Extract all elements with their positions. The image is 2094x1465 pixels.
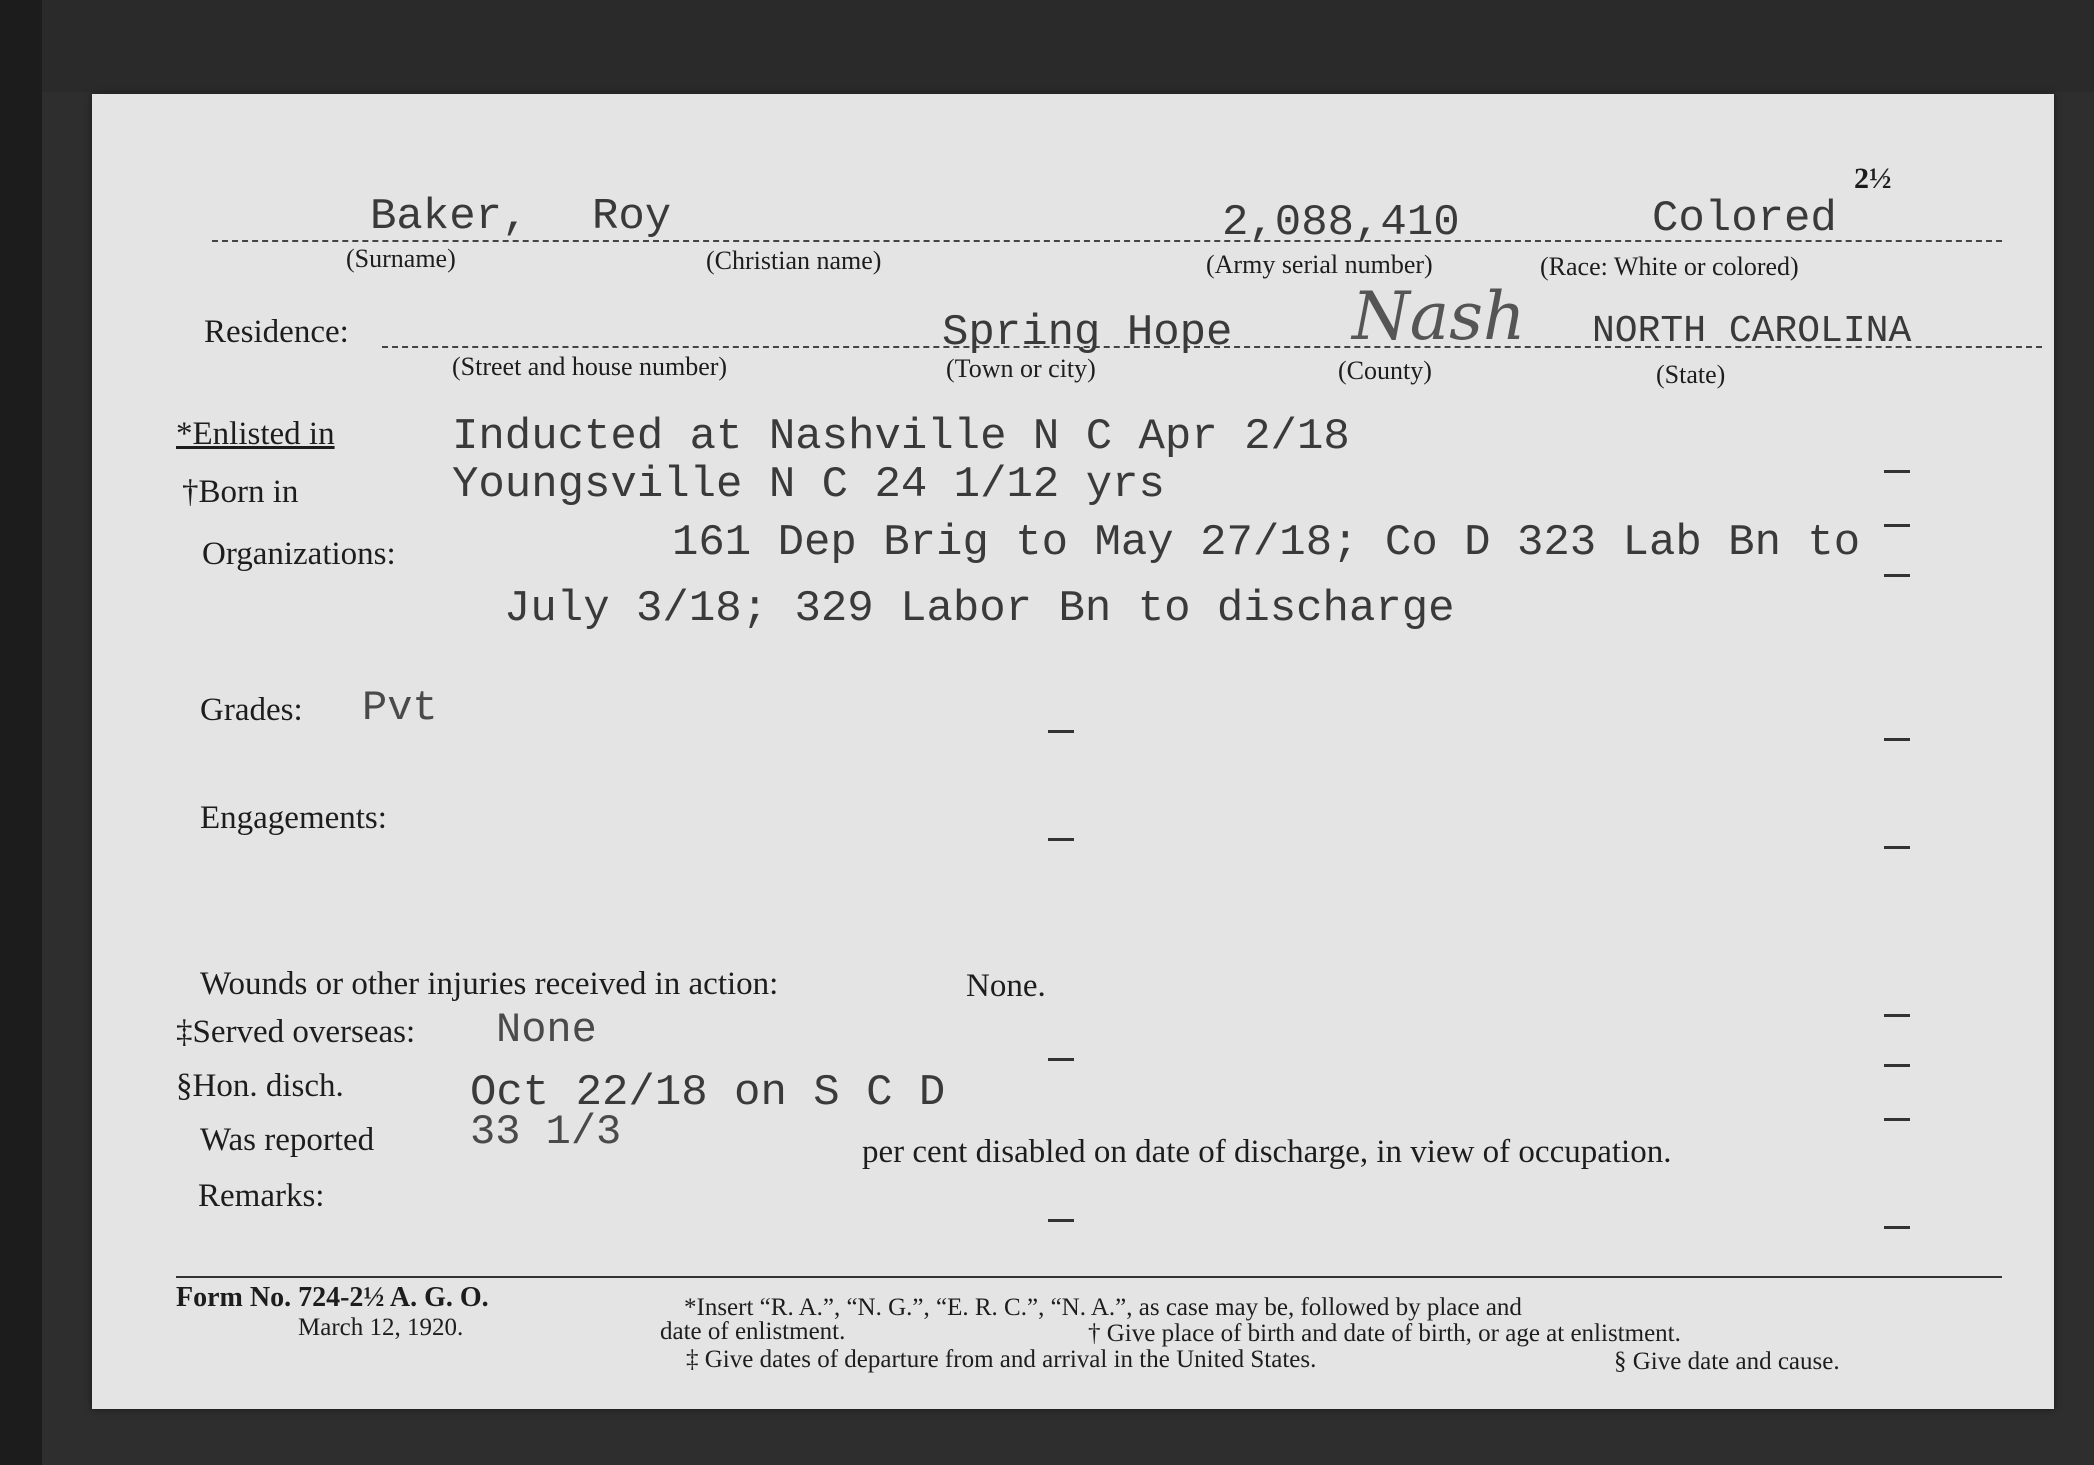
organizations-line-1: 161 Dep Brig to May 27/18; Co D 323 Lab Bn to	[672, 518, 1861, 568]
county-caption: (County)	[1338, 356, 1432, 385]
town-value: Spring Hope	[942, 308, 1233, 358]
race-caption: (Race: White or colored)	[1540, 252, 1799, 281]
footnote-born: † Give place of birth and date of birth, or age at enlistment.	[1088, 1320, 1681, 1347]
born-value: Youngsville N C 24 1/12 yrs	[452, 460, 1165, 510]
margin-mark	[1048, 730, 1074, 733]
christian-name-value: Roy	[592, 192, 672, 242]
serial-number-caption: (Army serial number)	[1206, 250, 1433, 279]
residence-label: Residence:	[204, 314, 349, 350]
scanner-background-left	[0, 0, 42, 1465]
margin-mark	[1884, 846, 1910, 849]
wounds-value: None.	[966, 968, 1046, 1004]
margin-mark	[1884, 574, 1910, 577]
engagements-label: Engagements:	[200, 800, 387, 836]
remarks-label: Remarks:	[198, 1178, 325, 1214]
race-value: Colored	[1652, 194, 1837, 244]
enlisted-value: Inducted at Nashville N C Apr 2/18	[452, 412, 1350, 462]
hon-disch-label: §Hon. disch.	[176, 1068, 344, 1104]
state-caption: (State)	[1656, 360, 1726, 389]
corner-number: 2½	[1854, 162, 1892, 195]
margin-mark	[1884, 738, 1910, 741]
footnote-insert-line-2: date of enlistment.	[660, 1318, 846, 1345]
christian-name-caption: (Christian name)	[706, 246, 882, 275]
service-record-card	[92, 94, 2054, 1409]
margin-mark	[1048, 838, 1074, 841]
margin-mark	[1884, 1226, 1910, 1229]
form-number: Form No. 724-2½ A. G. O.	[176, 1282, 489, 1313]
margin-mark	[1884, 1118, 1910, 1121]
margin-mark	[1884, 1014, 1910, 1017]
disability-statement: per cent disabled on date of discharge, in view of occupation.	[862, 1134, 1672, 1170]
born-label: †Born in	[182, 474, 299, 510]
margin-mark	[1884, 524, 1910, 527]
scanner-background-top	[0, 0, 2094, 92]
organizations-line-2: July 3/18; 329 Labor Bn to discharge	[504, 584, 1455, 634]
form-date: March 12, 1920.	[298, 1314, 464, 1341]
grades-value: Pvt	[362, 684, 438, 732]
footnote-insert-line-1: *Insert “R. A.”, “N. G.”, “E. R. C.”, “N. A.”, as case may be, followed by place and	[684, 1294, 1522, 1321]
served-overseas-value: None	[496, 1006, 597, 1054]
margin-mark	[1048, 1058, 1074, 1061]
serial-number-value: 2,088,410	[1222, 198, 1460, 248]
margin-mark	[1048, 1219, 1074, 1222]
served-overseas-label: ‡Served overseas:	[176, 1014, 416, 1050]
grades-label: Grades:	[200, 692, 303, 728]
was-reported-label: Was reported	[200, 1122, 375, 1158]
was-reported-value: 33 1/3	[470, 1108, 622, 1156]
margin-mark	[1884, 470, 1910, 473]
town-caption: (Town or city)	[946, 354, 1096, 383]
footnote-overseas: ‡ Give dates of departure from and arrival in the United States.	[686, 1346, 1317, 1373]
enlisted-label: *Enlisted in	[176, 416, 335, 452]
footnote-discharge: § Give date and cause.	[1614, 1348, 1840, 1375]
footer-rule	[176, 1276, 2002, 1278]
surname-caption: (Surname)	[346, 244, 456, 273]
county-value: Nash	[1352, 278, 1526, 355]
street-caption: (Street and house number)	[452, 352, 728, 381]
wounds-label: Wounds or other injuries received in action:	[200, 966, 779, 1002]
margin-mark	[1884, 1064, 1910, 1067]
hon-disch-value: Oct 22/18 on S C D	[470, 1068, 946, 1118]
state-value: NORTH CAROLINA	[1592, 310, 1912, 353]
organizations-label: Organizations:	[202, 536, 396, 572]
surname-value: Baker,	[370, 192, 529, 242]
